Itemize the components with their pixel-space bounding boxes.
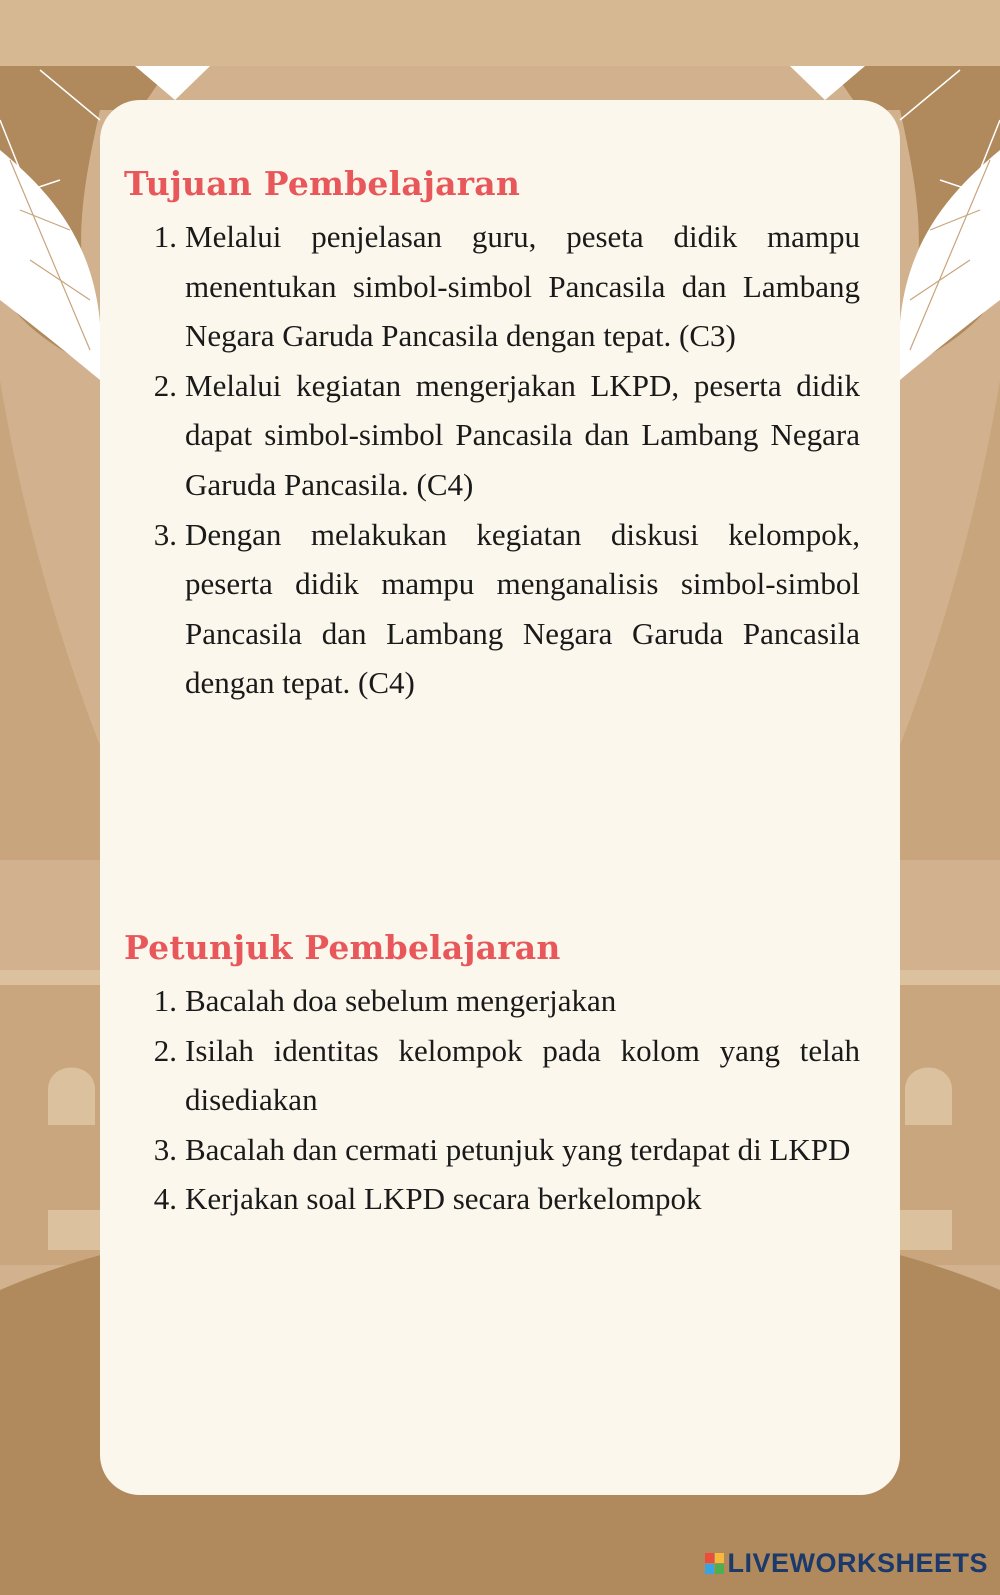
list-text: Melalui penjelasan guru, peseta didik mampu menentukan simbol-simbol Pancasila dan Lambang Negara Garuda Pancasila dengan tepat. (C3) [185, 219, 860, 354]
list-number: 1. [153, 219, 177, 254]
list-number: 2. [153, 367, 177, 403]
list-text: Dengan melakukan kegiatan diskusi kelompok, peserta didik mampu menganalisis simbol-simbol Pancasila dan Lambang Negara Garuda Pancasila dengan tepat. (C4) [185, 516, 860, 701]
list-item [150, 976, 860, 1026]
list-text: Bacalah doa sebelum mengerjakan [185, 983, 617, 1018]
liveworksheets-brand-text: LIVEWORKSHEETS [727, 1548, 988, 1578]
liveworksheets-logo-icon [705, 1553, 724, 1574]
tujuan-list [150, 212, 860, 708]
list-number: 3. [153, 516, 177, 552]
list-text: Melalui kegiatan mengerjakan LKPD, peserta didik dapat simbol-simbol Pancasila dan Lambang Negara Garuda Pancasila. (C4) [185, 367, 860, 502]
list-text: Bacalah dan cermati petunjuk yang terdapat di LKPD [185, 1131, 851, 1167]
list-number: 1. [153, 983, 177, 1018]
list-item [150, 1174, 860, 1224]
petunjuk-list [150, 976, 860, 1224]
list-item [150, 361, 860, 510]
list-text: Isilah identitas kelompok pada kolom yang telah disediakan [185, 1032, 860, 1118]
list-number: 4. [153, 1181, 177, 1217]
content-card [100, 100, 900, 1495]
list-number: 3. [153, 1131, 177, 1167]
list-item [150, 510, 860, 708]
list-item [150, 212, 860, 361]
list-text: Kerjakan soal LKPD secara berkelompok [185, 1181, 702, 1217]
section-title-tujuan: Tujuan Pembelajaran [124, 164, 521, 203]
list-number: 2. [153, 1032, 177, 1068]
list-item [150, 1026, 860, 1125]
section-title-petunjuk: Petunjuk Pembelajaran [124, 928, 561, 967]
list-item [150, 1125, 860, 1175]
liveworksheets-badge[interactable] [705, 1548, 988, 1579]
